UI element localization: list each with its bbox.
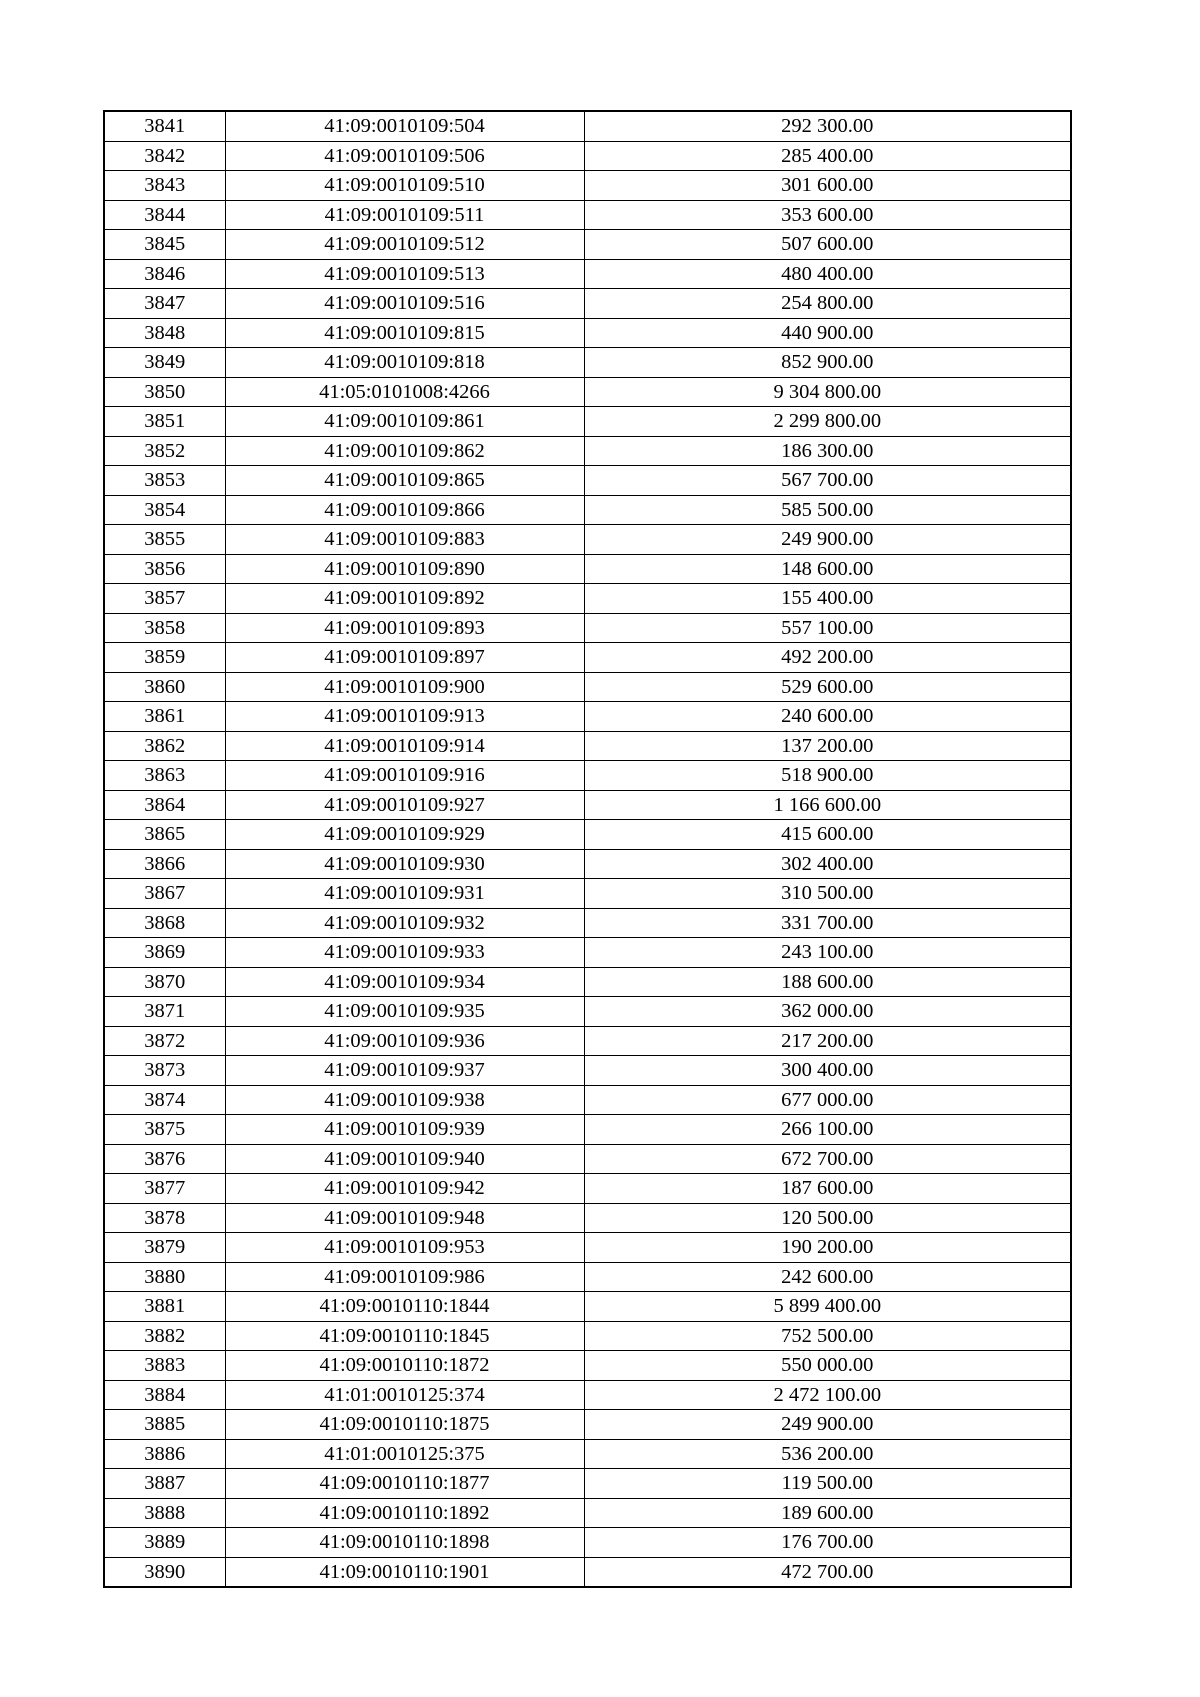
- table-row: [104, 1351, 1071, 1381]
- cadastral-value: 9 304 800.00: [584, 377, 1071, 407]
- cadastral-value: 852 900.00: [584, 348, 1071, 378]
- cadastral-value: 536 200.00: [584, 1439, 1071, 1469]
- row-number: 3847: [104, 289, 225, 319]
- cadastral-value: 240 600.00: [584, 702, 1071, 732]
- cadastral-number: 41:09:0010109:929: [225, 820, 584, 850]
- table-row: [104, 1144, 1071, 1174]
- cadastral-number: 41:09:0010109:927: [225, 790, 584, 820]
- cadastral-number: 41:09:0010109:516: [225, 289, 584, 319]
- cadastral-number: 41:09:0010109:513: [225, 259, 584, 289]
- row-number: 3880: [104, 1262, 225, 1292]
- row-number: 3875: [104, 1115, 225, 1145]
- row-number: 3848: [104, 318, 225, 348]
- cadastral-number: 41:09:0010109:948: [225, 1203, 584, 1233]
- row-number: 3890: [104, 1557, 225, 1587]
- row-number: 3881: [104, 1292, 225, 1322]
- cadastral-number: 41:09:0010110:1877: [225, 1469, 584, 1499]
- cadastral-number: 41:09:0010109:933: [225, 938, 584, 968]
- row-number: 3860: [104, 672, 225, 702]
- row-number: 3857: [104, 584, 225, 614]
- table-row: [104, 436, 1071, 466]
- cadastral-value: 362 000.00: [584, 997, 1071, 1027]
- cadastral-number: 41:09:0010110:1872: [225, 1351, 584, 1381]
- table-row: [104, 466, 1071, 496]
- cadastral-value: 331 700.00: [584, 908, 1071, 938]
- cadastral-number: 41:09:0010110:1845: [225, 1321, 584, 1351]
- cadastral-number: 41:09:0010109:938: [225, 1085, 584, 1115]
- cadastral-value: 529 600.00: [584, 672, 1071, 702]
- cadastral-value: 480 400.00: [584, 259, 1071, 289]
- cadastral-number: 41:09:0010109:937: [225, 1056, 584, 1086]
- cadastral-value: 188 600.00: [584, 967, 1071, 997]
- row-number: 3878: [104, 1203, 225, 1233]
- row-number: 3888: [104, 1498, 225, 1528]
- table-row: [104, 672, 1071, 702]
- cadastral-value: 155 400.00: [584, 584, 1071, 614]
- table-row: [104, 171, 1071, 201]
- row-number: 3873: [104, 1056, 225, 1086]
- table-row: [104, 1056, 1071, 1086]
- row-number: 3877: [104, 1174, 225, 1204]
- row-number: 3846: [104, 259, 225, 289]
- row-number: 3849: [104, 348, 225, 378]
- table-row: [104, 259, 1071, 289]
- cadastral-number: 41:01:0010125:375: [225, 1439, 584, 1469]
- cadastral-value: 550 000.00: [584, 1351, 1071, 1381]
- cadastral-number: 41:09:0010109:914: [225, 731, 584, 761]
- row-number: 3882: [104, 1321, 225, 1351]
- cadastral-value: 302 400.00: [584, 849, 1071, 879]
- cadastral-value: 300 400.00: [584, 1056, 1071, 1086]
- table-row: [104, 495, 1071, 525]
- row-number: 3867: [104, 879, 225, 909]
- row-number: 3843: [104, 171, 225, 201]
- cadastral-number: 41:09:0010109:930: [225, 849, 584, 879]
- cadastral-number: 41:09:0010109:935: [225, 997, 584, 1027]
- cadastral-number: 41:09:0010110:1901: [225, 1557, 584, 1587]
- cadastral-number: 41:09:0010109:916: [225, 761, 584, 791]
- table-row: [104, 613, 1071, 643]
- cadastral-number: 41:09:0010109:861: [225, 407, 584, 437]
- cadastral-number: 41:09:0010109:931: [225, 879, 584, 909]
- table-row: [104, 1410, 1071, 1440]
- row-number: 3861: [104, 702, 225, 732]
- cadastral-number: 41:09:0010109:932: [225, 908, 584, 938]
- cadastral-value: 249 900.00: [584, 525, 1071, 555]
- cadastral-value: 557 100.00: [584, 613, 1071, 643]
- table-row: [104, 141, 1071, 171]
- row-number: 3886: [104, 1439, 225, 1469]
- row-number: 3879: [104, 1233, 225, 1263]
- cadastral-number: 41:09:0010109:893: [225, 613, 584, 643]
- cadastral-value: 187 600.00: [584, 1174, 1071, 1204]
- cadastral-value: 190 200.00: [584, 1233, 1071, 1263]
- row-number: 3855: [104, 525, 225, 555]
- cadastral-value: 242 600.00: [584, 1262, 1071, 1292]
- table-row: [104, 761, 1071, 791]
- row-number: 3864: [104, 790, 225, 820]
- table-row: [104, 1380, 1071, 1410]
- cadastral-number: 41:09:0010109:936: [225, 1026, 584, 1056]
- cadastral-value: 5 899 400.00: [584, 1292, 1071, 1322]
- cadastral-number: 41:09:0010109:942: [225, 1174, 584, 1204]
- cadastral-value: 672 700.00: [584, 1144, 1071, 1174]
- row-number: 3853: [104, 466, 225, 496]
- table-row: [104, 1528, 1071, 1558]
- cadastral-number: 41:09:0010109:512: [225, 230, 584, 260]
- table-row: [104, 938, 1071, 968]
- cadastral-number: 41:09:0010109:866: [225, 495, 584, 525]
- table-row: [104, 1321, 1071, 1351]
- row-number: 3841: [104, 111, 225, 141]
- row-number: 3866: [104, 849, 225, 879]
- cadastral-value: 119 500.00: [584, 1469, 1071, 1499]
- cadastral-value: 310 500.00: [584, 879, 1071, 909]
- cadastral-value: 353 600.00: [584, 200, 1071, 230]
- row-number: 3862: [104, 731, 225, 761]
- table-row: [104, 289, 1071, 319]
- table-row: [104, 1026, 1071, 1056]
- cadastral-value: 415 600.00: [584, 820, 1071, 850]
- row-number: 3870: [104, 967, 225, 997]
- cadastral-number: 41:09:0010109:890: [225, 554, 584, 584]
- table-row: [104, 702, 1071, 732]
- cadastral-value: 120 500.00: [584, 1203, 1071, 1233]
- row-number: 3844: [104, 200, 225, 230]
- cadastral-value: 677 000.00: [584, 1085, 1071, 1115]
- row-number: 3887: [104, 1469, 225, 1499]
- cadastral-number: 41:09:0010109:883: [225, 525, 584, 555]
- cadastral-number: 41:05:0101008:4266: [225, 377, 584, 407]
- table-row: [104, 1557, 1071, 1587]
- cadastral-number: 41:09:0010109:940: [225, 1144, 584, 1174]
- row-number: 3869: [104, 938, 225, 968]
- cadastral-value: 292 300.00: [584, 111, 1071, 141]
- table-row: [104, 525, 1071, 555]
- row-number: 3865: [104, 820, 225, 850]
- table-row: [104, 790, 1071, 820]
- cadastral-number: 41:09:0010109:934: [225, 967, 584, 997]
- cadastral-number: 41:09:0010109:511: [225, 200, 584, 230]
- cadastral-number: 41:09:0010109:504: [225, 111, 584, 141]
- cadastral-value: 285 400.00: [584, 141, 1071, 171]
- table-row: [104, 554, 1071, 584]
- row-number: 3852: [104, 436, 225, 466]
- cadastral-value: 518 900.00: [584, 761, 1071, 791]
- table-row: [104, 1233, 1071, 1263]
- cadastral-value: 137 200.00: [584, 731, 1071, 761]
- cadastral-value: 254 800.00: [584, 289, 1071, 319]
- row-number: 3854: [104, 495, 225, 525]
- table-row: [104, 1262, 1071, 1292]
- table-row: [104, 1085, 1071, 1115]
- row-number: 3884: [104, 1380, 225, 1410]
- table-row: [104, 879, 1071, 909]
- cadastral-value: 567 700.00: [584, 466, 1071, 496]
- table-row: [104, 820, 1071, 850]
- row-number: 3856: [104, 554, 225, 584]
- cadastral-number: 41:09:0010110:1875: [225, 1410, 584, 1440]
- table-row: [104, 1174, 1071, 1204]
- table-row: [104, 997, 1071, 1027]
- table-row: [104, 908, 1071, 938]
- row-number: 3850: [104, 377, 225, 407]
- cadastral-value: 249 900.00: [584, 1410, 1071, 1440]
- cadastral-number: 41:09:0010110:1844: [225, 1292, 584, 1322]
- table-row: [104, 200, 1071, 230]
- row-number: 3885: [104, 1410, 225, 1440]
- cadastral-value: 186 300.00: [584, 436, 1071, 466]
- cadastral-value: 2 472 100.00: [584, 1380, 1071, 1410]
- cadastral-value: 189 600.00: [584, 1498, 1071, 1528]
- table-row: [104, 1292, 1071, 1322]
- table-row: [104, 318, 1071, 348]
- cadastral-number: 41:09:0010109:862: [225, 436, 584, 466]
- cadastral-number: 41:09:0010109:818: [225, 348, 584, 378]
- cadastral-value: 472 700.00: [584, 1557, 1071, 1587]
- table-row: [104, 643, 1071, 673]
- cadastral-value: 2 299 800.00: [584, 407, 1071, 437]
- cadastral-value: 148 600.00: [584, 554, 1071, 584]
- cadastral-number: 41:01:0010125:374: [225, 1380, 584, 1410]
- row-number: 3845: [104, 230, 225, 260]
- row-number: 3858: [104, 613, 225, 643]
- table-row: [104, 1469, 1071, 1499]
- table-row: [104, 1115, 1071, 1145]
- cadastral-number: 41:09:0010109:900: [225, 672, 584, 702]
- row-number: 3863: [104, 761, 225, 791]
- table-row: [104, 348, 1071, 378]
- row-number: 3876: [104, 1144, 225, 1174]
- cadastral-number: 41:09:0010109:953: [225, 1233, 584, 1263]
- cadastral-value: 752 500.00: [584, 1321, 1071, 1351]
- row-number: 3872: [104, 1026, 225, 1056]
- cadastral-value: 1 166 600.00: [584, 790, 1071, 820]
- cadastral-value: 440 900.00: [584, 318, 1071, 348]
- table-row: [104, 967, 1071, 997]
- cadastral-number: 41:09:0010109:506: [225, 141, 584, 171]
- cadastral-number: 41:09:0010109:913: [225, 702, 584, 732]
- cadastral-number: 41:09:0010109:815: [225, 318, 584, 348]
- cadastral-number: 41:09:0010109:865: [225, 466, 584, 496]
- table-row: [104, 230, 1071, 260]
- cadastral-number: 41:09:0010110:1898: [225, 1528, 584, 1558]
- table-row: [104, 377, 1071, 407]
- cadastral-value: 507 600.00: [584, 230, 1071, 260]
- cadastral-value: 585 500.00: [584, 495, 1071, 525]
- row-number: 3871: [104, 997, 225, 1027]
- row-number: 3883: [104, 1351, 225, 1381]
- table-row: [104, 849, 1071, 879]
- cadastral-number: 41:09:0010110:1892: [225, 1498, 584, 1528]
- table-body: [104, 111, 1071, 1587]
- cadastral-number: 41:09:0010109:986: [225, 1262, 584, 1292]
- cadastral-number: 41:09:0010109:892: [225, 584, 584, 614]
- cadastral-value: 266 100.00: [584, 1115, 1071, 1145]
- cadastral-value: 492 200.00: [584, 643, 1071, 673]
- row-number: 3859: [104, 643, 225, 673]
- table-row: [104, 1498, 1071, 1528]
- cadastral-value: 301 600.00: [584, 171, 1071, 201]
- row-number: 3842: [104, 141, 225, 171]
- cadastral-value: 217 200.00: [584, 1026, 1071, 1056]
- table-row: [104, 1439, 1071, 1469]
- cadastral-value: 243 100.00: [584, 938, 1071, 968]
- cadastral-value: 176 700.00: [584, 1528, 1071, 1558]
- cadastral-number: 41:09:0010109:939: [225, 1115, 584, 1145]
- table-row: [104, 584, 1071, 614]
- cadastral-number: 41:09:0010109:510: [225, 171, 584, 201]
- cadastral-value-table: [103, 110, 1072, 1588]
- row-number: 3874: [104, 1085, 225, 1115]
- table-row: [104, 407, 1071, 437]
- row-number: 3851: [104, 407, 225, 437]
- table-row: [104, 1203, 1071, 1233]
- table-row: [104, 731, 1071, 761]
- row-number: 3889: [104, 1528, 225, 1558]
- table-row: [104, 111, 1071, 141]
- cadastral-number: 41:09:0010109:897: [225, 643, 584, 673]
- row-number: 3868: [104, 908, 225, 938]
